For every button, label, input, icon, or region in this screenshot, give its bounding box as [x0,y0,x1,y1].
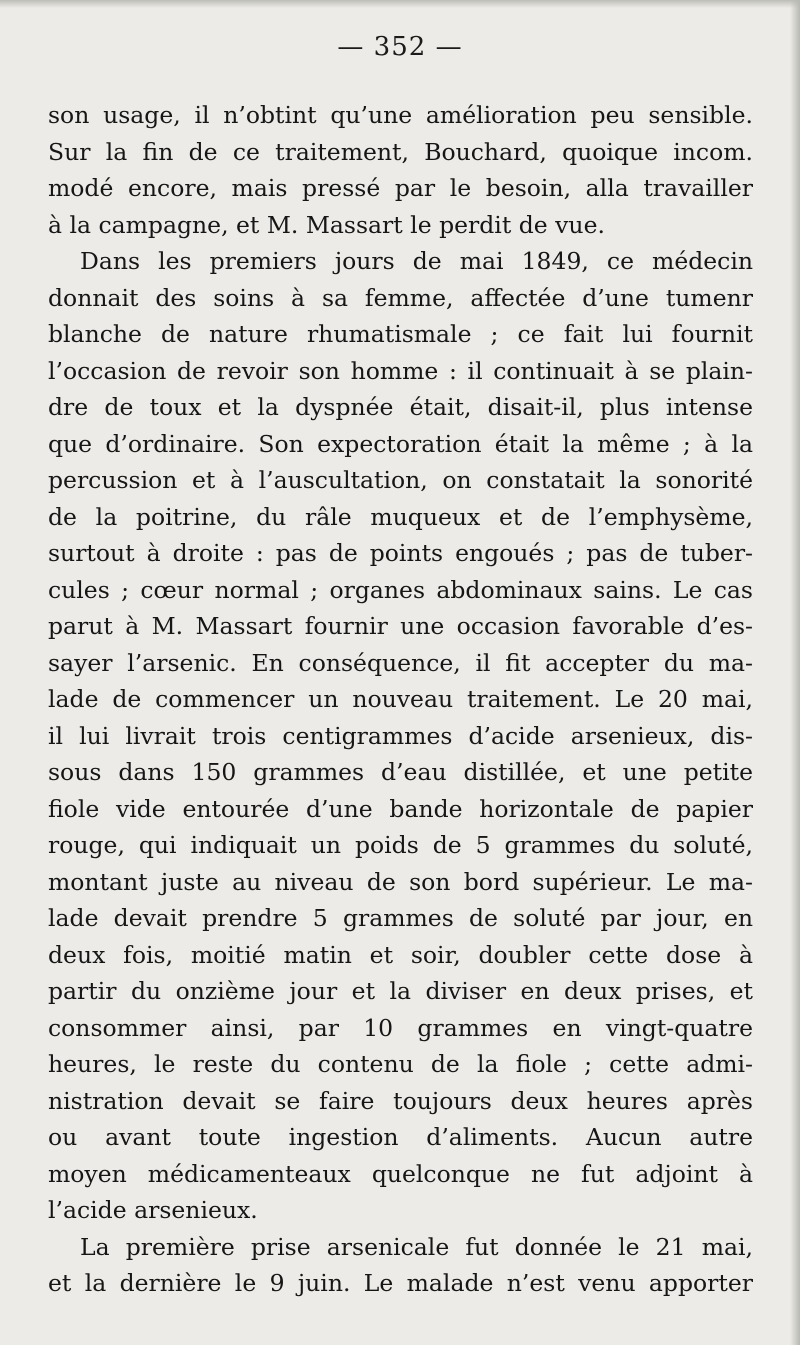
text-line: de la poitrine, du râle muqueux et de l’emphysème, [48,502,753,531]
text-line: fiole vide entourée d’une bande horizontale de papier [48,794,753,823]
text-line: l’acide arsenieux. [48,1196,258,1224]
text-line: montant juste au niveau de son bord supérieur. Le ma- [48,867,753,896]
text-line: son usage, il n’obtint qu’une amélioration peu sensible. [48,101,753,129]
text-line: sous dans 150 grammes d’eau distillée, et une petite [48,758,753,786]
body-text [48,97,753,1302]
text-line: sayer l’arsenic. En conséquence, il fit accepter du ma- [48,648,753,677]
page-right-edge [790,0,800,1345]
text-line: il lui livrait trois centigrammes d’acide arsenieux, dis- [48,721,753,750]
text-line: modé encore, mais pressé par le besoin, alla travailler [48,174,753,202]
text-line: donnait des soins à sa femme, affectée d’une tumenr [48,283,753,312]
text-line: consommer ainsi, par 10 grammes en vingt-quatre [48,1013,753,1042]
text-line: dre de toux et la dyspnée était, disait-il, plus intense [48,393,753,421]
text-line: lade de commencer un nouveau traitement. Le 20 mai, [48,685,753,713]
text-line: moyen médicamenteaux quelconque ne fut adjoint à [48,1159,753,1188]
text-line: deux fois, moitié matin et soir, doubler cette dose à [48,940,753,969]
text-line: que d’ordinaire. Son expectoration était la même ; à la [48,429,753,458]
text-line: La première prise arsenicale fut donnée le 21 mai, [80,1232,753,1261]
text-line: Dans les premiers jours de mai 1849, ce médecin [80,247,753,275]
text-line: à la campagne, et M. Massart le perdit de vue. [48,210,605,239]
text-line: cules ; cœur normal ; organes abdominaux sains. Le cas [48,575,753,604]
text-line: blanche de nature rhumatismale ; ce fait lui fournit [48,320,753,348]
text-line: Sur la fin de ce traitement, Bouchard, quoique incom. [48,137,753,166]
text-line: parut à M. Massart fournir une occasion favorable d’es- [48,612,753,640]
page-number: — 352 — [337,32,463,62]
text-line: rouge, qui indiquait un poids de 5 grammes du soluté, [48,831,753,859]
text-line: ou avant toute ingestion d’aliments. Aucun autre [48,1123,753,1151]
page-top-edge [0,0,800,8]
text-line: partir du onzième jour et la diviser en deux prises, et [48,977,753,1005]
text-line: percussion et à l’auscultation, on constatait la sonorité [48,466,753,494]
text-line: lade devait prendre 5 grammes de soluté par jour, en [48,904,753,932]
text-line: l’occasion de revoir son homme : il continuait à se plain- [48,356,753,385]
text-line: heures, le reste du contenu de la fiole ; cette admi- [48,1050,753,1078]
text-line: surtout à droite : pas de points engoués ; pas de tuber- [48,539,753,567]
text-line: nistration devait se faire toujours deux heures après [48,1086,753,1115]
text-line: et la dernière le 9 juin. Le malade n’est venu apporter [48,1269,753,1297]
